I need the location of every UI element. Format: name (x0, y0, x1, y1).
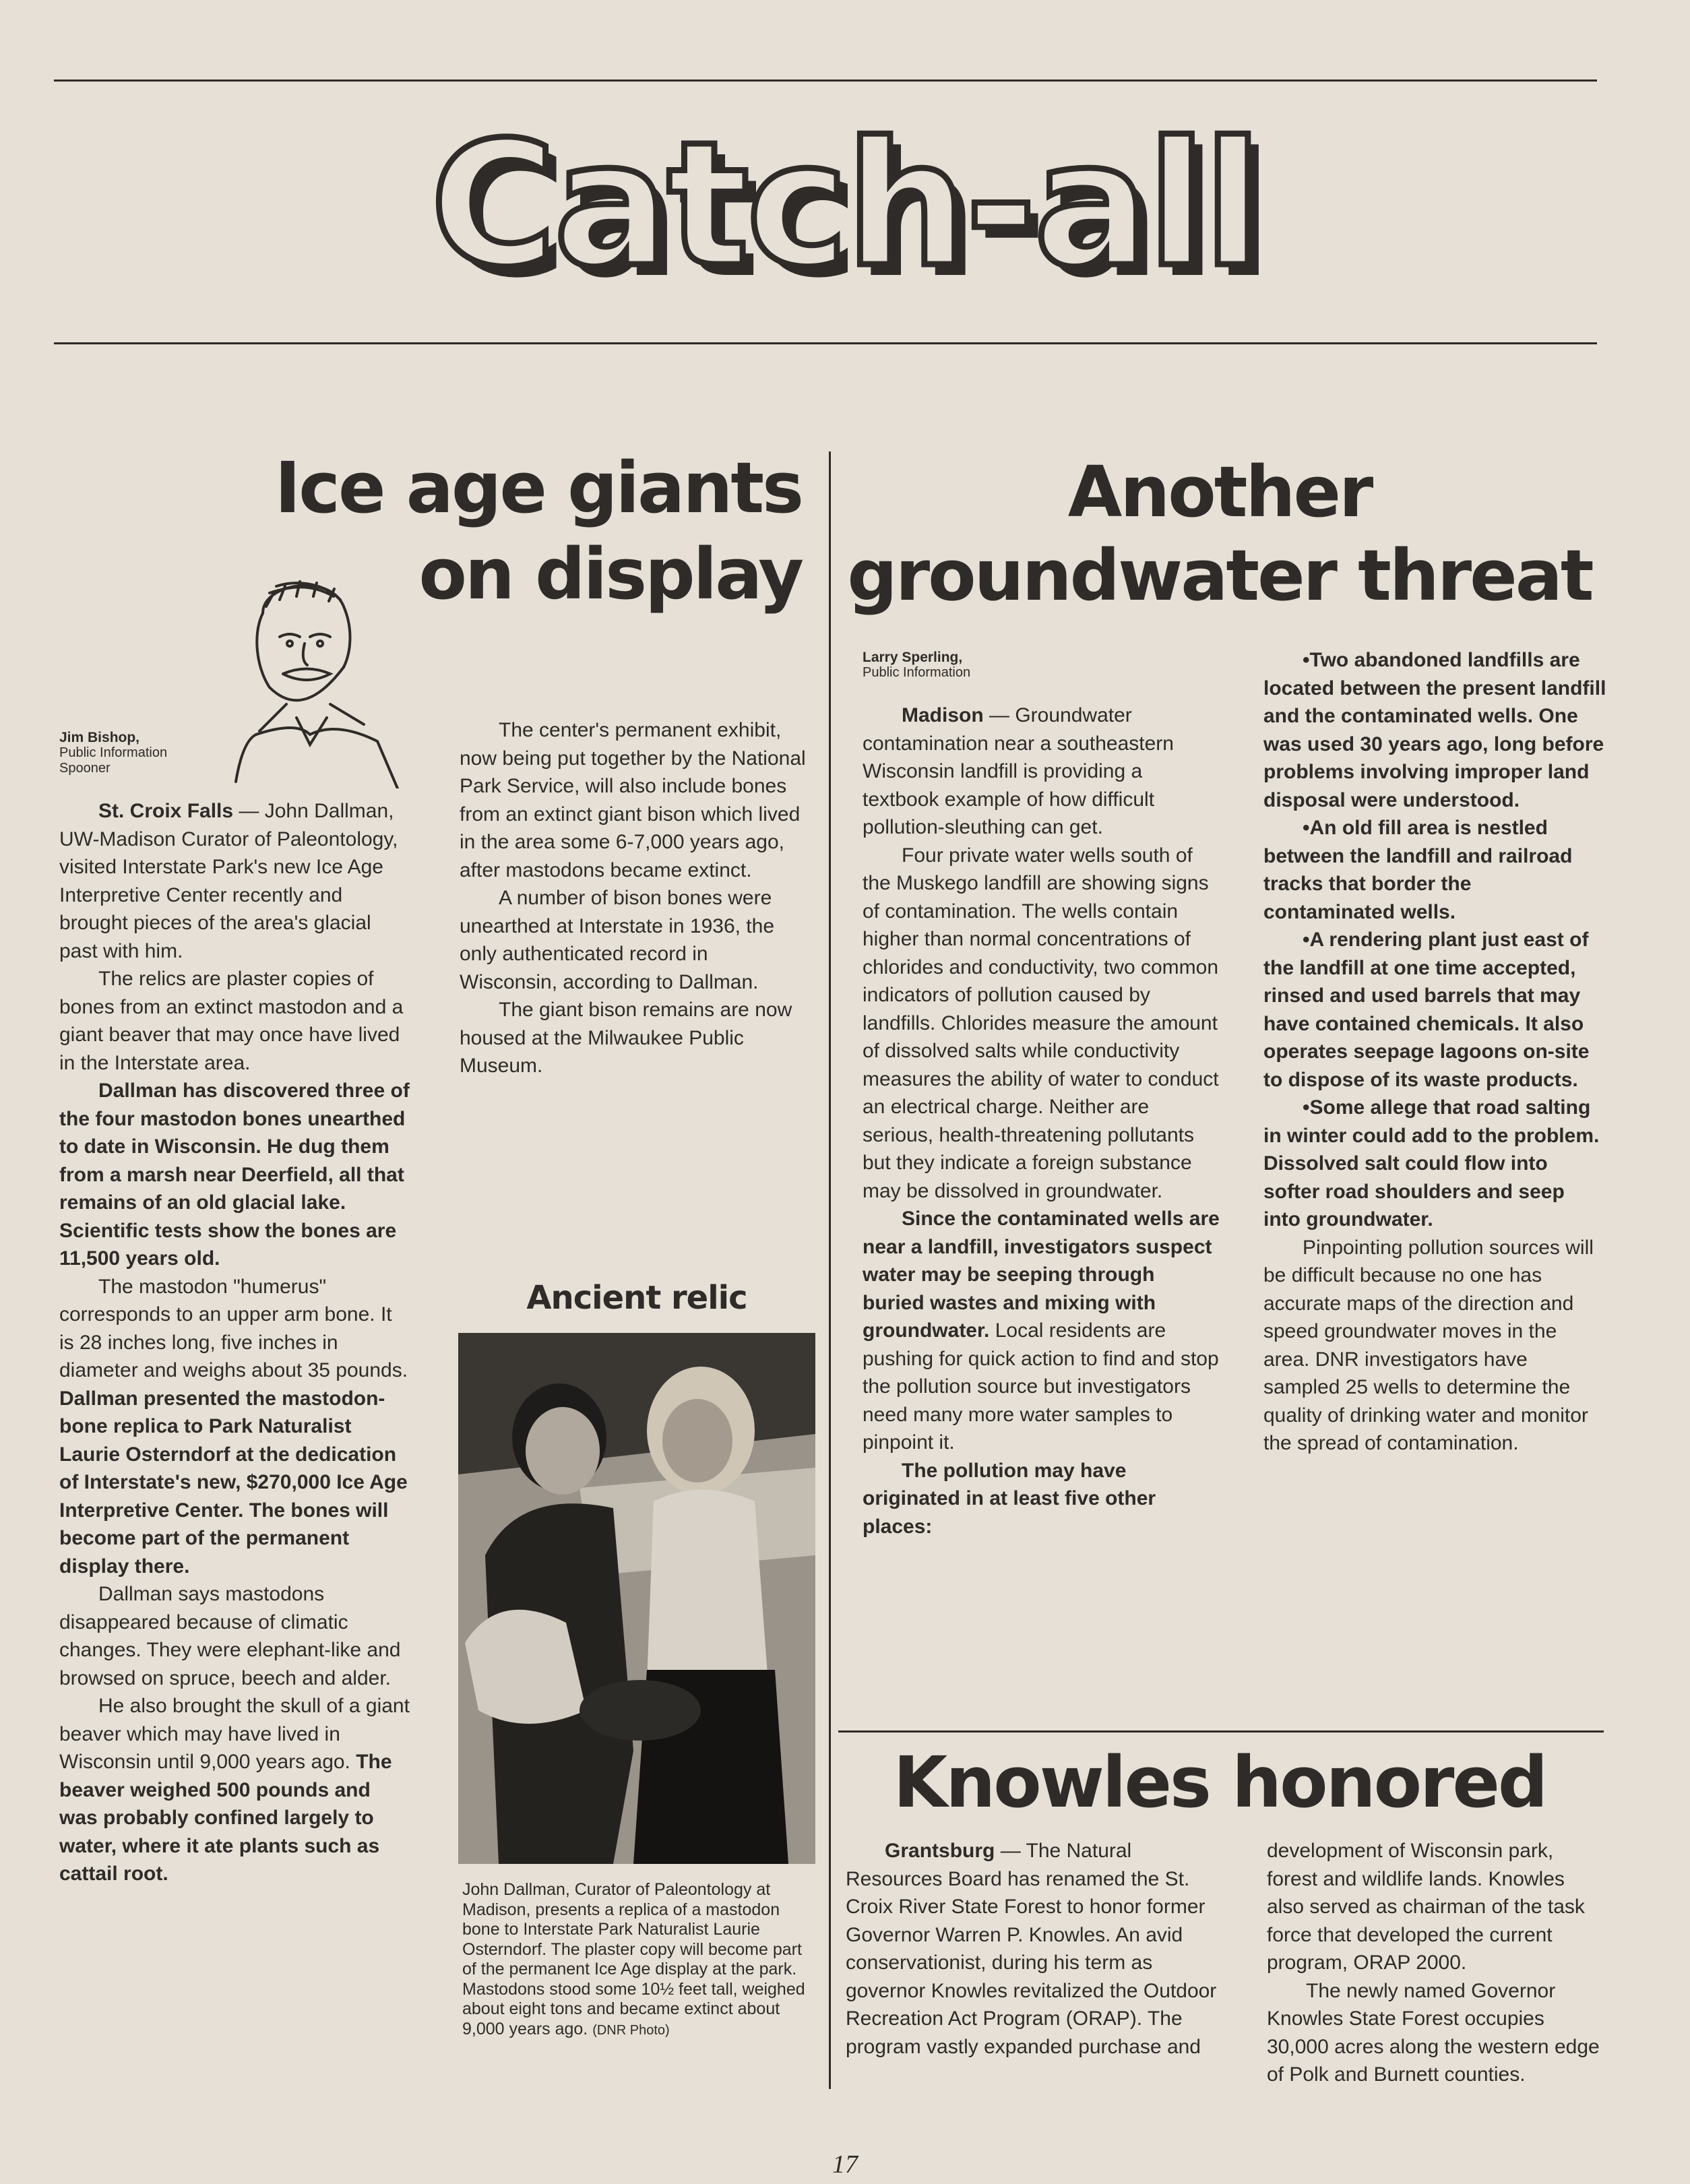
groundwater-bullet: •An old fill area is nestled between the landfill and railroad tracks that border the contaminated wells. (1263, 817, 1573, 923)
knowles-top-rule (838, 1730, 1604, 1733)
knowles-paragraph: development of Wisconsin park, forest and wildlife lands. Knowles also served as chairman of the task force that developed the current program, ORAP 2000. (1267, 1840, 1585, 1974)
ice-age-paragraph: The center's permanent exhibit, now being put together by the National Park Service, will also include bones from an extinct giant bison which lived in the area some 6-7,000 years ago, after mastodons became extinct. (460, 719, 806, 881)
ice-age-headline-line1: Ice age giants (274, 447, 802, 529)
groundwater-byline (863, 650, 970, 681)
photo-credit: (DNR Photo) (592, 2022, 670, 2038)
groundwater-column-2 (1263, 646, 1607, 1458)
groundwater-headline-line1: Another (1067, 451, 1372, 533)
knowles-dateline: Grantsburg (885, 1840, 995, 1862)
ice-age-paragraph: Dallman says mastodons disappeared because of climatic changes. They were elephant-like and browsed on spruce, beech and alder. (59, 1583, 401, 1689)
groundwater-bullet: •A rendering plant just east of the landfill at one time accepted, rinsed and used barrels that may have contained chemicals. It also operates seepage lagoons on-site to dispose of its waste products. (1263, 929, 1590, 1091)
groundwater-paragraph: Four private water wells south of the Muskego landfill are showing signs of contamination. The wells contain higher than normal concentrations of chlorides and conductivity, two common indicators of pollution caused by landfills. Chlorides measure the amount of dissolved salts while conductivity measures the ability of water to conduct an electrical charge. Neither are serious, health-threatening pollutants but they indicate a foreign substance may be dissolved in groundwater. (863, 844, 1219, 1202)
ancient-relic-photo (458, 1333, 815, 1864)
groundwater-paragraph: Pinpointing pollution sources will be difficult because no one has accurate maps of the direction and speed groundwater moves in the area. DNR investigators have sampled 25 wells to determine the quality of drinking water and monitor the spread of contamination. (1263, 1236, 1594, 1454)
ice-age-paragraph: He also brought the skull of a giant beaver which may have lived in Wisconsin until 9,000 years ago. The beaver weighed 500 pounds and was probably confined largely to water, where it ate plants such as cattail root. (59, 1695, 410, 1885)
ice-age-byline-location: Spooner (59, 761, 111, 776)
knowles-paragraph: Grantsburg — The Natural Resources Board has renamed the St. Croix River State Forest to honor former Governor Warren P. Knowles. An avid conservationist, during his term as governor Knowles revitalized the Outdoor Recreation Act Program (ORAP). The program vastly expanded purchase and (846, 1840, 1217, 2058)
ice-age-dateline: St. Croix Falls (98, 800, 234, 822)
groundwater-byline-title: Public Information (863, 665, 971, 680)
page-number: 17 (832, 2150, 858, 2179)
ice-age-paragraph: St. Croix Falls — John Dallman, UW-Madison Curator of Paleontology, visited Interstate Park's new Ice Age Interpretive Center recently and brought pieces of the area's glacial past with him. (59, 800, 398, 962)
groundwater-headline-line2: groundwater threat (847, 534, 1592, 617)
groundwater-headline (842, 450, 1597, 617)
masthead-bottom-rule (54, 342, 1597, 344)
groundwater-paragraph: Since the contaminated wells are near a landfill, investigators suspect water may be seeping through buried wastes and mixing with groundwater. Local residents are pushing for quick action to find and stop the pollution source but investigators need many more water samples to pinpoint it. (863, 1208, 1220, 1454)
ice-age-paragraph: Dallman has discovered three of the four mastodon bones unearthed to date in Wisconsin. He dug them from a marsh near Deerfield, all that remains of an old glacial lake. Scientific tests show the bones are 11,500 years old. (59, 1080, 410, 1270)
author-portrait-sketch (216, 566, 404, 788)
masthead-title: Catch-all (430, 105, 1260, 305)
photo-caption-text: John Dallman, Curator of Paleontology at Madison, presents a replica of a mastodon bone to Interstate Park Naturalist Laurie Osterndorf. The plaster copy will become part of the permanent Ice Age display at the park. Mastodons stood some 10½ feet tall, weighed about eight tons and became extinct about 9,000 years ago. (462, 1880, 805, 2038)
ice-age-paragraph: The mastodon "humerus" corresponds to an upper arm bone. It is 28 inches long, five inches in diameter and weighs about 35 pounds. Dallman presented the mastodon-bone replica to Park Naturalist Laurie Osterndorf at the dedication of Interstate's new, $270,000 Ice Age Interpretive Center. The bones will become part of the permanent display there. (59, 1275, 408, 1578)
groundwater-bullet: •Some allege that road salting in winter could add to the problem. Dissolved salt could flow into softer road shoulders and seep into groundwater. (1263, 1096, 1600, 1230)
groundwater-column-1 (863, 701, 1220, 1540)
groundwater-paragraph: Madison — Groundwater contamination near a southeastern Wisconsin landfill is providing a textbook example of how difficult pollution-sleuthing can get. (863, 704, 1174, 838)
knowles-paragraph: The newly named Governor Knowles State Forest occupies 30,000 acres along the western edge of Polk and Burnett counties. (1267, 1979, 1600, 2086)
ice-age-column-1 (59, 797, 410, 1888)
groundwater-bullet: •Two abandoned landfills are located between the present landfill and the contaminated wells. One was used 30 years ago, long before problems involving improper land disposal were understood. (1263, 649, 1606, 811)
groundwater-dateline: Madison (902, 704, 984, 726)
ice-age-column-2 (460, 716, 807, 1080)
ice-age-paragraph: The giant bison remains are now housed at the Milwaukee Public Museum. (460, 999, 792, 1077)
knowles-column-2 (1267, 1837, 1604, 2089)
ice-age-byline-title: Public Information (59, 745, 168, 760)
ancient-relic-heading: Ancient relic (526, 1279, 747, 1317)
ice-age-headline-line2: on display (418, 533, 802, 615)
top-rule (54, 80, 1597, 82)
ice-age-byline (59, 730, 167, 776)
ice-age-paragraph: A number of bison bones were unearthed at Interstate in 1936, the only authenticated record in Wisconsin, according to Dallman. (460, 887, 775, 993)
photo-illustration (458, 1333, 815, 1864)
knowles-column-1 (846, 1837, 1223, 2061)
groundwater-byline-name: Larry Sperling, (863, 650, 963, 665)
photo-caption (462, 1880, 813, 2040)
ice-age-paragraph: The relics are plaster copies of bones from an extinct mastodon and a giant beaver that may once have lived in the Interstate area. (59, 968, 404, 1074)
ice-age-byline-name: Jim Bishop, (59, 730, 140, 745)
knowles-headline: Knowles honored (893, 1741, 1546, 1823)
column-divider (829, 451, 831, 2089)
groundwater-paragraph: The pollution may have originated in at least five other places: (863, 1459, 1156, 1538)
